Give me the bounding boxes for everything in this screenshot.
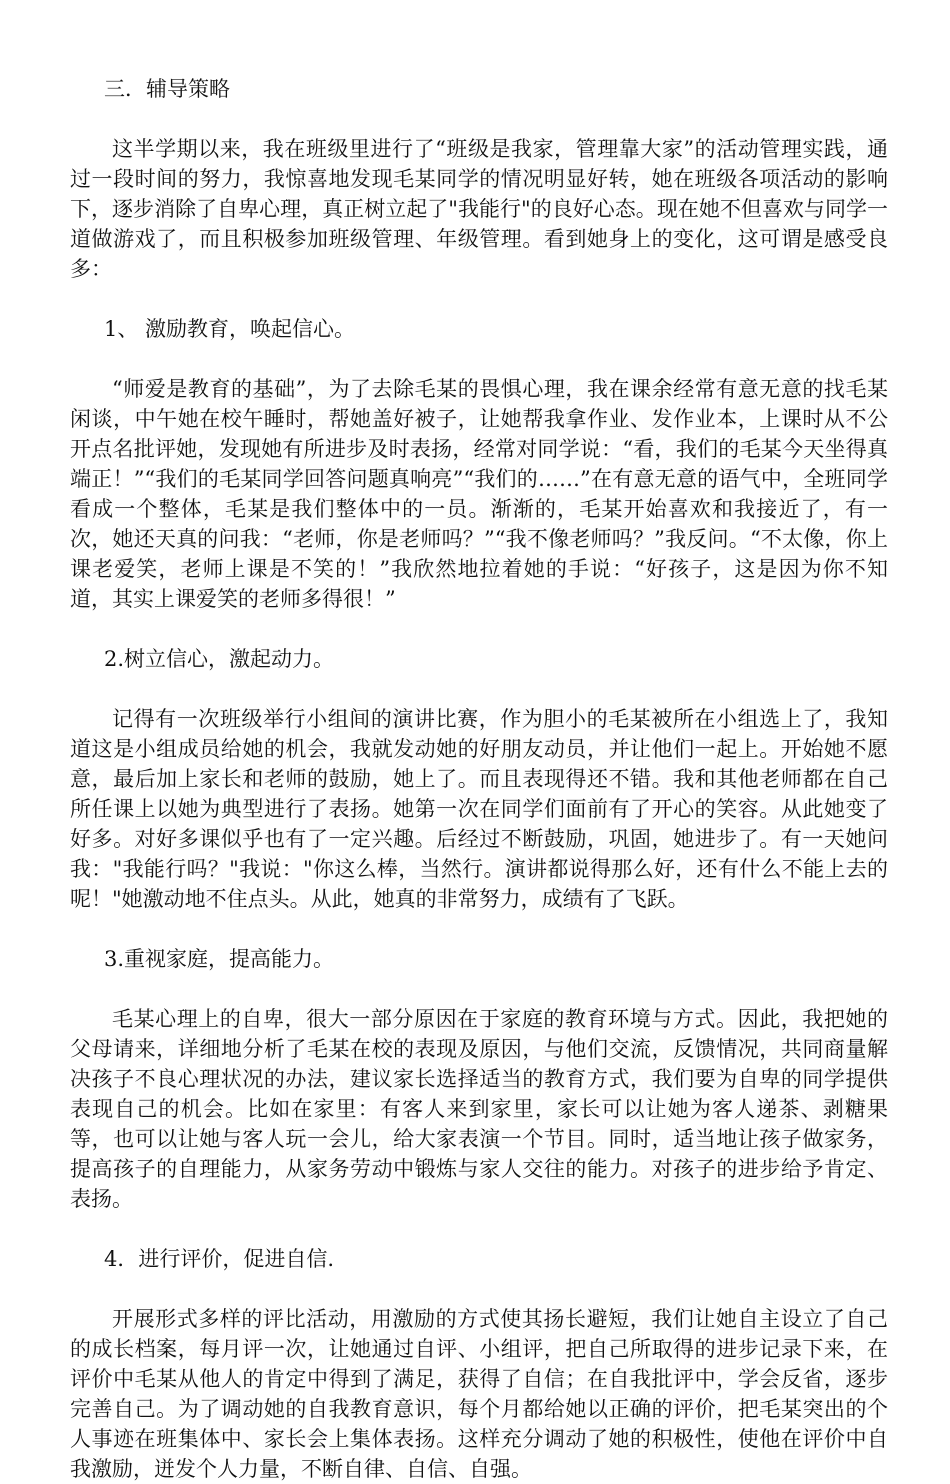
paragraph-4: 开展形式多样的评比活动，用激励的方式使其扬长避短，我们让她自主设立了自己的成长档案，每月评一次，让她通过自评、小组评，把自己所取得的进步记录下来，在评价中毛某从他人的肯定中得到了满足，获得了自信；在自我批评中，学会反省，逐步完善自己。为了调动她的自我教育意识，每个月都给她以正确的评价，把毛某突出的个人事迹在班集体中、家长会上集体表扬。这样充分调动了她的积极性，使他在评价中自我激励，迸发个人力量，不断自律、自信、自强。 [70, 1307, 888, 1481]
document-page [70, 74, 888, 1484]
section-heading-strategy: 三．辅导策略 [104, 77, 230, 101]
paragraph-2: 记得有一次班级举行小组间的演讲比赛，作为胆小的毛某被所在小组选上了，我知道这是小组成员给她的机会，我就发动她的好朋友动员，并让他们一起上。开始她不愿意，最后加上家长和老师的鼓励，她上了。而且表现得还不错。我和其他老师都在自己所任课上以她为典型进行了表扬。她第一次在同学们面前有了开心的笑容。从此她变了好多。对好多课似乎也有了一定兴趣。后经过不断鼓励，巩固，她进步了。有一天她问我："我能行吗？"我说："你这么棒，当然行。演讲都说得那么好，还有什么不能上去的呢！"她激动地不住点头。从此，她真的非常努力，成绩有了飞跃。 [70, 707, 888, 911]
subheading-1: 1、 激励教育，唤起信心。 [104, 317, 356, 341]
subheading-4: 4．进行评价，促进自信. [104, 1247, 335, 1271]
paragraph-3: 毛某心理上的自卑，很大一部分原因在于家庭的教育环境与方式。因此，我把她的父母请来，详细地分析了毛某在校的表现及原因，与他们交流，反馈情况，共同商量解决孩子不良心理状况的办法，建议家长选择适当的教育方式，我们要为自卑的同学提供表现自己的机会。比如在家里：有客人来到家里，家长可以让她为客人递茶、剥糖果等，也可以让她与客人玩一会儿，给大家表演一个节目。同时，适当地让孩子做家务，提高孩子的自理能力，从家务劳动中锻炼与家人交往的能力。对孩子的进步给予肯定、表扬。 [70, 1007, 888, 1211]
intro-paragraph: 这半学期以来，我在班级里进行了“班级是我家，管理靠大家”的活动管理实践，通过一段时间的努力，我惊喜地发现毛某同学的情况明显好转，她在班级各项活动的影响下，逐步消除了自卑心理，真正树立起了"我能行"的良好心态。现在她不但喜欢与同学一道做游戏了，而且积极参加班级管理、年级管理。看到她身上的变化，这可谓是感受良多： [70, 137, 888, 281]
subheading-2: 2.树立信心，激起动力。 [104, 647, 335, 671]
subheading-3: 3.重视家庭，提高能力。 [104, 947, 335, 971]
paragraph-1: “师爱是教育的基础”，为了去除毛某的畏惧心理，我在课余经常有意无意的找毛某闲谈，中午她在校午睡时，帮她盖好被子，让她帮我拿作业、发作业本，上课时从不公开点名批评她，发现她有所进步及时表扬，经常对同学说：“看，我们的毛某今天坐得真端正！”“我们的毛某同学回答问题真响亮”“我们的……”在有意无意的语气中，全班同学看成一个整体，毛某是我们整体中的一员。渐渐的，毛某开始喜欢和我接近了，有一次，她还天真的问我：“老师，你是老师吗？”“我不像老师吗？”我反问。“不太像，你上课老爱笑，老师上课是不笑的！”我欣然地拉着她的手说：“好孩子，这是因为你不知道，其实上课爱笑的老师多得很！” [70, 377, 888, 611]
